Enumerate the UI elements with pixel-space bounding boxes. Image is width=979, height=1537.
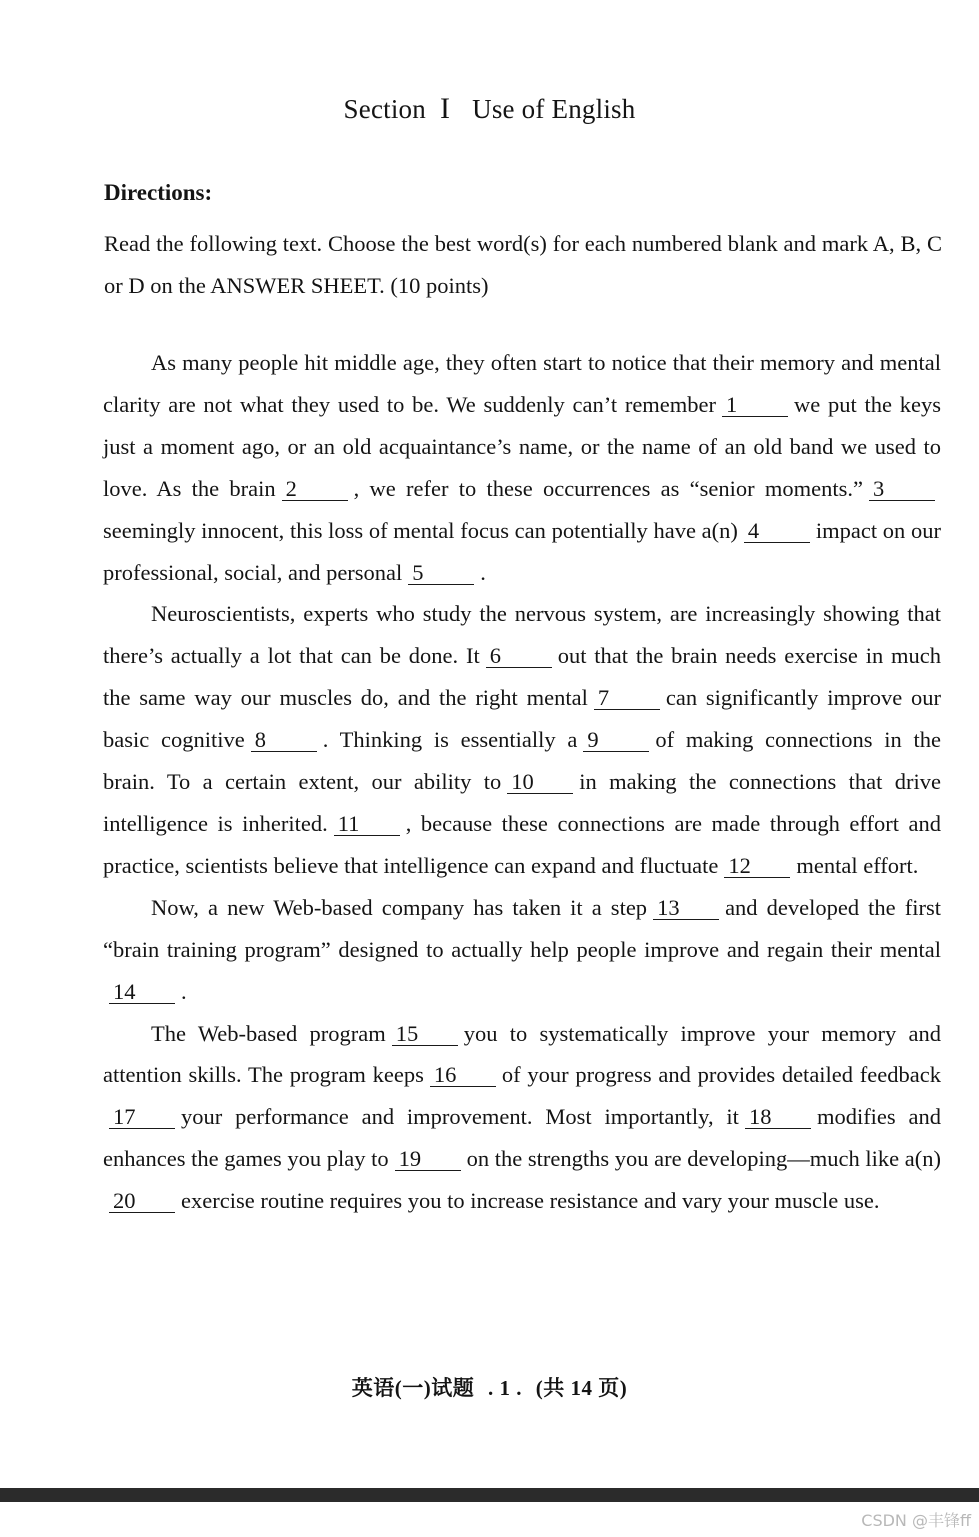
blank-10: 10 bbox=[507, 771, 573, 794]
section-name: Use of English bbox=[472, 94, 636, 124]
blank-16: 16 bbox=[430, 1064, 496, 1087]
passage-text: exercise routine requires you to increase resistance and vary your muscle use. bbox=[181, 1188, 880, 1214]
passage-text: of your progress and provides detailed feedback bbox=[501, 1062, 941, 1088]
blank-20: 20 bbox=[109, 1190, 175, 1213]
blank-9: 9 bbox=[583, 729, 649, 752]
watermark: CSDN @丰锋ff bbox=[861, 1511, 971, 1530]
passage-text: on the strengths you are developing—much like a(n) bbox=[466, 1146, 941, 1172]
blank-1: 1 bbox=[722, 394, 788, 417]
blank-3: 3 bbox=[869, 478, 935, 501]
passage-text: seemingly innocent, this loss of mental focus can potentially have a(n) bbox=[103, 517, 738, 543]
passage-text: your performance and improvement. Most importantly, it bbox=[181, 1104, 739, 1130]
passage-text: can significantly improve our basic cognitive bbox=[103, 685, 941, 753]
blank-5: 5 bbox=[408, 562, 474, 585]
blank-2: 2 bbox=[282, 478, 348, 501]
blank-7: 7 bbox=[594, 687, 660, 710]
blank-15: 15 bbox=[392, 1023, 458, 1046]
blank-13: 13 bbox=[653, 897, 719, 920]
paragraph-2 bbox=[103, 593, 941, 886]
passage-text: As many people hit middle age, they often start to notice that their memory and mental clarity are not what they used to be. We suddenly can’t remember bbox=[103, 350, 941, 417]
footer-subject: 英语(一)试题 bbox=[351, 1376, 475, 1400]
passage-text: , we refer to these occurrences as “senior moments.” bbox=[353, 475, 863, 501]
passage-text: of making connections in the brain. To a certain extent, our ability to bbox=[103, 727, 941, 795]
passage-text: and developed the first “brain training program” designed to actually help people improve and regain their mental bbox=[103, 894, 941, 962]
section-numeral: I bbox=[439, 92, 451, 125]
paragraph-3 bbox=[103, 887, 941, 1013]
section-title bbox=[0, 92, 979, 126]
passage-text: we put the keys just a moment ago, or an old acquaintance’s name, or the name of an old band we used to love. As the brain bbox=[103, 391, 941, 501]
section-word: Section bbox=[343, 94, 426, 124]
footer-page-number: . 1 . bbox=[488, 1376, 522, 1400]
paragraph-4 bbox=[103, 1013, 941, 1223]
passage-text: Neuroscientists, experts who study the nervous system, are increasingly showing that there’s actually a lot that can be done. It bbox=[103, 601, 941, 669]
cloze-passage bbox=[103, 342, 941, 1222]
passage-text: impact on our professional, social, and personal bbox=[103, 517, 941, 585]
blank-18: 18 bbox=[745, 1106, 811, 1129]
blank-11: 11 bbox=[334, 813, 400, 836]
page-footer bbox=[0, 1372, 979, 1402]
passage-text: out that the brain needs exercise in much the same way our muscles do, and the right mental bbox=[103, 643, 942, 711]
passage-text: The Web-based program bbox=[151, 1020, 386, 1046]
passage-text: Now, a new Web-based company has taken it a step bbox=[151, 894, 648, 920]
passage-text: . bbox=[480, 559, 486, 585]
blank-12: 12 bbox=[724, 855, 790, 878]
footer-total-pages: (共 14 页) bbox=[535, 1376, 628, 1400]
passage-text: in making the connections that drive intelligence is inherited. bbox=[103, 769, 941, 836]
viewer-bottom-bar bbox=[0, 1488, 979, 1502]
blank-8: 8 bbox=[251, 729, 317, 752]
blank-6: 6 bbox=[486, 645, 552, 668]
directions-text: Read the following text. Choose the best word(s) for each numbered blank and mark A, B, C or D on the ANSWER SHEET. (10 points) bbox=[104, 231, 942, 298]
passage-text: . bbox=[181, 978, 187, 1004]
blank-4: 4 bbox=[744, 520, 810, 543]
passage-text: modifies and enhances the games you play to bbox=[103, 1104, 941, 1172]
blank-19: 19 bbox=[395, 1148, 461, 1171]
directions-label: Directions: bbox=[104, 180, 213, 205]
blank-14: 14 bbox=[109, 981, 175, 1004]
paragraph-1 bbox=[103, 342, 941, 593]
passage-text: , because these connections are made through effort and practice, scientists believe that intelligence can expand and fluctuate bbox=[103, 810, 941, 878]
blank-17: 17 bbox=[109, 1106, 175, 1129]
passage-text: . Thinking is essentially a bbox=[322, 727, 578, 753]
passage-text: you to systematically improve your memory and attention skills. The program keeps bbox=[103, 1020, 941, 1088]
passage-text: mental effort. bbox=[796, 852, 919, 878]
